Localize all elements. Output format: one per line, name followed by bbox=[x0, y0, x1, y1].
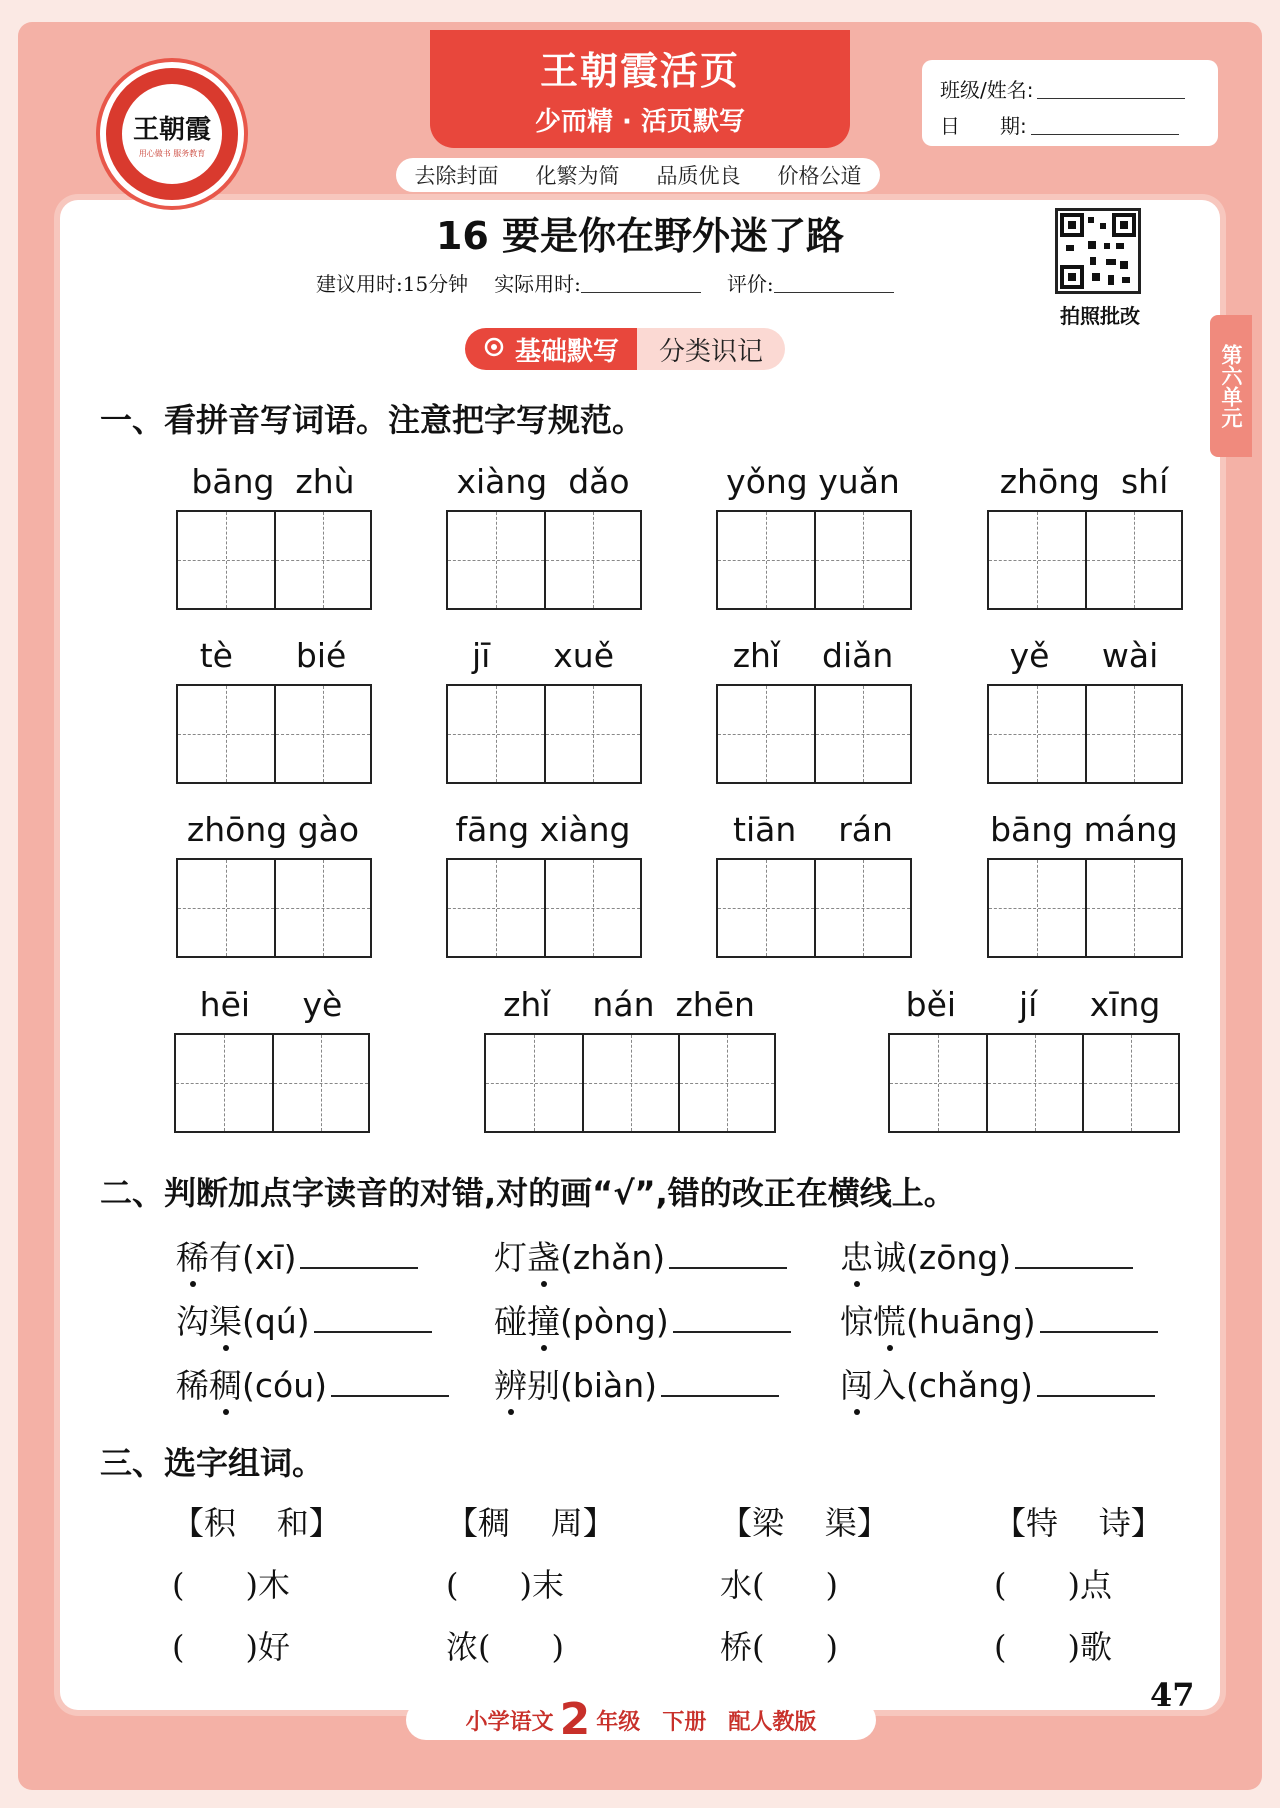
writing-square[interactable] bbox=[176, 1035, 272, 1131]
writing-square[interactable] bbox=[448, 686, 544, 782]
medal-icon bbox=[483, 334, 505, 364]
writing-square[interactable] bbox=[272, 1035, 368, 1131]
writing-square[interactable] bbox=[814, 512, 910, 608]
fill-blank-word[interactable]: ( )好 bbox=[172, 1628, 291, 1666]
part1-heading: 一、看拼音写词语。注意把字写规范。 bbox=[100, 401, 645, 439]
writing-square[interactable] bbox=[890, 1035, 986, 1131]
dotted-character: 忠 bbox=[840, 1232, 873, 1279]
judge-text-pre: 灯 bbox=[494, 1238, 527, 1277]
judge-text-post: 入(chǎng) bbox=[873, 1366, 1033, 1405]
rating-label: 评价: bbox=[726, 272, 774, 296]
rating-field[interactable] bbox=[774, 272, 894, 293]
judge-text-post: (zhǎn) bbox=[560, 1238, 666, 1277]
pinyin-text: fāng xiàng bbox=[455, 810, 631, 849]
footer-grade-number: 2 bbox=[559, 1694, 591, 1745]
writing-square[interactable] bbox=[274, 686, 370, 782]
part2-heading: 二、判断加点字读音的对错,对的画“√”,错的改正在横线上。 bbox=[100, 1174, 956, 1212]
brand-subtitle: 少而精 · 活页默写 bbox=[535, 107, 745, 137]
writing-square[interactable] bbox=[989, 686, 1085, 782]
writing-grid[interactable] bbox=[446, 858, 642, 958]
fill-blank-word[interactable]: 水( ) bbox=[720, 1566, 839, 1604]
writing-square[interactable] bbox=[718, 512, 814, 608]
writing-grid[interactable] bbox=[987, 510, 1183, 610]
char-options: 【梁 渠】 bbox=[720, 1504, 889, 1542]
pinyin-text: zhǐ diǎn bbox=[732, 636, 894, 675]
writing-square[interactable] bbox=[1085, 686, 1181, 782]
pinyin-text: xiàng dǎo bbox=[456, 462, 630, 501]
writing-square[interactable] bbox=[274, 512, 370, 608]
class-name-field[interactable] bbox=[1037, 78, 1185, 99]
section-pill-secondary: 分类识记 bbox=[637, 328, 785, 370]
writing-square[interactable] bbox=[178, 686, 274, 782]
char-options: 【积 和】 bbox=[172, 1504, 341, 1542]
pinyin-text: zhǐ nán zhēn bbox=[503, 985, 755, 1024]
answer-line[interactable] bbox=[673, 1305, 791, 1333]
fill-blank-word[interactable]: ( )木 bbox=[172, 1566, 291, 1604]
judge-text-pre: 稀 bbox=[176, 1366, 209, 1405]
brand-title: 王朝霞活页 bbox=[539, 48, 740, 93]
judge-item bbox=[494, 1360, 779, 1407]
qr-code-icon[interactable] bbox=[1055, 208, 1141, 294]
writing-square[interactable] bbox=[678, 1035, 774, 1131]
fill-blank-word[interactable]: ( )末 bbox=[446, 1566, 565, 1604]
pinyin-text: yě wài bbox=[1009, 636, 1159, 675]
unit-tab: 第六单元 bbox=[1210, 315, 1252, 457]
writing-grid[interactable] bbox=[176, 858, 372, 958]
judge-item bbox=[494, 1296, 791, 1343]
writing-square[interactable] bbox=[544, 686, 640, 782]
answer-line[interactable] bbox=[1037, 1369, 1155, 1397]
slogan-item: 去除封面 bbox=[414, 164, 499, 188]
writing-square[interactable] bbox=[544, 512, 640, 608]
writing-square[interactable] bbox=[718, 686, 814, 782]
class-name-row bbox=[940, 74, 1185, 103]
writing-square[interactable] bbox=[1082, 1035, 1178, 1131]
date-field[interactable] bbox=[1031, 114, 1179, 135]
footer-bar bbox=[406, 1694, 876, 1745]
writing-square[interactable] bbox=[1085, 512, 1181, 608]
writing-square[interactable] bbox=[814, 686, 910, 782]
judge-text-pre: 沟 bbox=[176, 1302, 209, 1341]
writing-square[interactable] bbox=[989, 512, 1085, 608]
pinyin-text: zhōng shí bbox=[999, 462, 1169, 501]
judge-text-post: (qú) bbox=[242, 1302, 310, 1341]
answer-line[interactable] bbox=[1015, 1241, 1133, 1269]
judge-text-post: 别(biàn) bbox=[527, 1366, 658, 1405]
judge-text-post: (huāng) bbox=[906, 1302, 1036, 1341]
judge-item bbox=[494, 1232, 787, 1279]
dotted-character: 稠 bbox=[209, 1360, 242, 1407]
judge-item bbox=[176, 1296, 432, 1343]
dotted-character: 盏 bbox=[527, 1232, 560, 1279]
time-row bbox=[316, 268, 976, 297]
footer-subject: 小学语文 bbox=[465, 1709, 554, 1735]
logo-slogan: 用心做书 服务教育 bbox=[138, 149, 206, 158]
qr-label: 拍照批改 bbox=[1060, 304, 1140, 328]
actual-time-label: 实际用时: bbox=[494, 272, 581, 296]
judge-text-pre: 惊 bbox=[840, 1302, 873, 1341]
writing-square[interactable] bbox=[486, 1035, 582, 1131]
writing-square[interactable] bbox=[1085, 860, 1181, 956]
slogan-bar bbox=[396, 158, 880, 192]
slogan-item: 化繁为简 bbox=[535, 164, 620, 188]
writing-grid[interactable] bbox=[987, 858, 1183, 958]
fill-blank-word[interactable]: 浓( ) bbox=[446, 1628, 565, 1666]
writing-square[interactable] bbox=[989, 860, 1085, 956]
fill-blank-word[interactable]: 桥( ) bbox=[720, 1628, 839, 1666]
judge-text-post: 有(xī) bbox=[209, 1238, 297, 1277]
char-options: 【特 诗】 bbox=[994, 1504, 1163, 1542]
judge-text-pre: 碰 bbox=[494, 1302, 527, 1341]
writing-grid[interactable] bbox=[888, 1033, 1180, 1133]
part3-heading: 三、选字组词。 bbox=[100, 1444, 325, 1482]
pinyin-text: jī xuě bbox=[471, 636, 615, 675]
writing-grid[interactable] bbox=[716, 684, 912, 784]
lesson-title: 16 要是你在野外迷了路 bbox=[435, 214, 845, 258]
dotted-character: 慌 bbox=[873, 1296, 906, 1343]
pinyin-text: běi jí xīng bbox=[905, 985, 1161, 1024]
judge-item bbox=[840, 1232, 1133, 1279]
suggest-time: 建议用时:15分钟 bbox=[316, 272, 469, 296]
student-info-box bbox=[922, 60, 1218, 146]
writing-square[interactable] bbox=[718, 860, 814, 956]
dotted-character: 闯 bbox=[840, 1360, 873, 1407]
dotted-character: 撞 bbox=[527, 1296, 560, 1343]
fill-blank-word[interactable]: ( )点 bbox=[994, 1566, 1113, 1604]
writing-grid[interactable] bbox=[176, 684, 372, 784]
slogan-item: 价格公道 bbox=[777, 164, 862, 188]
answer-line[interactable] bbox=[314, 1305, 432, 1333]
actual-time-field[interactable] bbox=[581, 272, 701, 293]
footer-edition: 配人教版 bbox=[728, 1709, 817, 1735]
writing-grid[interactable] bbox=[484, 1033, 776, 1133]
writing-grid[interactable] bbox=[716, 858, 912, 958]
logo-inner bbox=[122, 84, 222, 184]
judge-text-post: (cóu) bbox=[242, 1366, 327, 1405]
writing-grid[interactable] bbox=[446, 510, 642, 610]
footer-volume: 下册 bbox=[662, 1709, 707, 1735]
pinyin-text: yǒng yuǎn bbox=[726, 462, 900, 501]
logo-text: 王朝霞 bbox=[132, 115, 211, 145]
judge-item bbox=[840, 1296, 1158, 1343]
writing-square[interactable] bbox=[814, 860, 910, 956]
page-number: 47 bbox=[1150, 1676, 1195, 1714]
pinyin-text: bāng zhù bbox=[191, 462, 355, 501]
writing-square[interactable] bbox=[178, 860, 274, 956]
brand-banner bbox=[430, 30, 850, 148]
writing-grid[interactable] bbox=[176, 510, 372, 610]
pinyin-text: tiān rán bbox=[733, 810, 893, 849]
judge-item bbox=[176, 1360, 449, 1407]
judge-item bbox=[840, 1360, 1155, 1407]
pinyin-text: zhōng gào bbox=[186, 810, 360, 849]
section-pill-primary-label: 基础默写 bbox=[515, 336, 620, 367]
dotted-character: 渠 bbox=[209, 1296, 242, 1343]
dotted-character: 辨 bbox=[494, 1360, 527, 1407]
pinyin-text: tè bié bbox=[199, 636, 347, 675]
answer-line[interactable] bbox=[669, 1241, 787, 1269]
writing-square[interactable] bbox=[274, 860, 370, 956]
pinyin-text: bāng máng bbox=[990, 810, 1178, 849]
writing-square[interactable] bbox=[544, 860, 640, 956]
answer-line[interactable] bbox=[331, 1369, 449, 1397]
brand-logo bbox=[100, 62, 244, 206]
section-pill-primary bbox=[465, 328, 637, 370]
pinyin-text: hēi yè bbox=[199, 985, 343, 1024]
writing-square[interactable] bbox=[448, 512, 544, 608]
writing-square[interactable] bbox=[178, 512, 274, 608]
fill-blank-word[interactable]: ( )歌 bbox=[994, 1628, 1113, 1666]
dotted-character: 稀 bbox=[176, 1232, 209, 1279]
slogan-item: 品质优良 bbox=[656, 164, 741, 188]
section-pill bbox=[465, 328, 785, 370]
writing-grid[interactable] bbox=[716, 510, 912, 610]
answer-line[interactable] bbox=[300, 1241, 418, 1269]
writing-grid[interactable] bbox=[446, 684, 642, 784]
writing-square[interactable] bbox=[582, 1035, 678, 1131]
writing-grid[interactable] bbox=[987, 684, 1183, 784]
writing-grid[interactable] bbox=[174, 1033, 370, 1133]
char-options: 【稠 周】 bbox=[446, 1504, 615, 1542]
judge-item bbox=[176, 1232, 418, 1279]
date-row bbox=[940, 110, 1179, 139]
class-name-label: 班级/姓名: bbox=[940, 78, 1034, 102]
answer-line[interactable] bbox=[1040, 1305, 1158, 1333]
date-label: 日 期: bbox=[940, 114, 1027, 138]
footer-grade-label: 年级 bbox=[596, 1709, 641, 1735]
answer-line[interactable] bbox=[661, 1369, 779, 1397]
judge-text-post: 诚(zōng) bbox=[873, 1238, 1012, 1277]
writing-square[interactable] bbox=[986, 1035, 1082, 1131]
writing-square[interactable] bbox=[448, 860, 544, 956]
judge-text-post: (pòng) bbox=[560, 1302, 669, 1341]
